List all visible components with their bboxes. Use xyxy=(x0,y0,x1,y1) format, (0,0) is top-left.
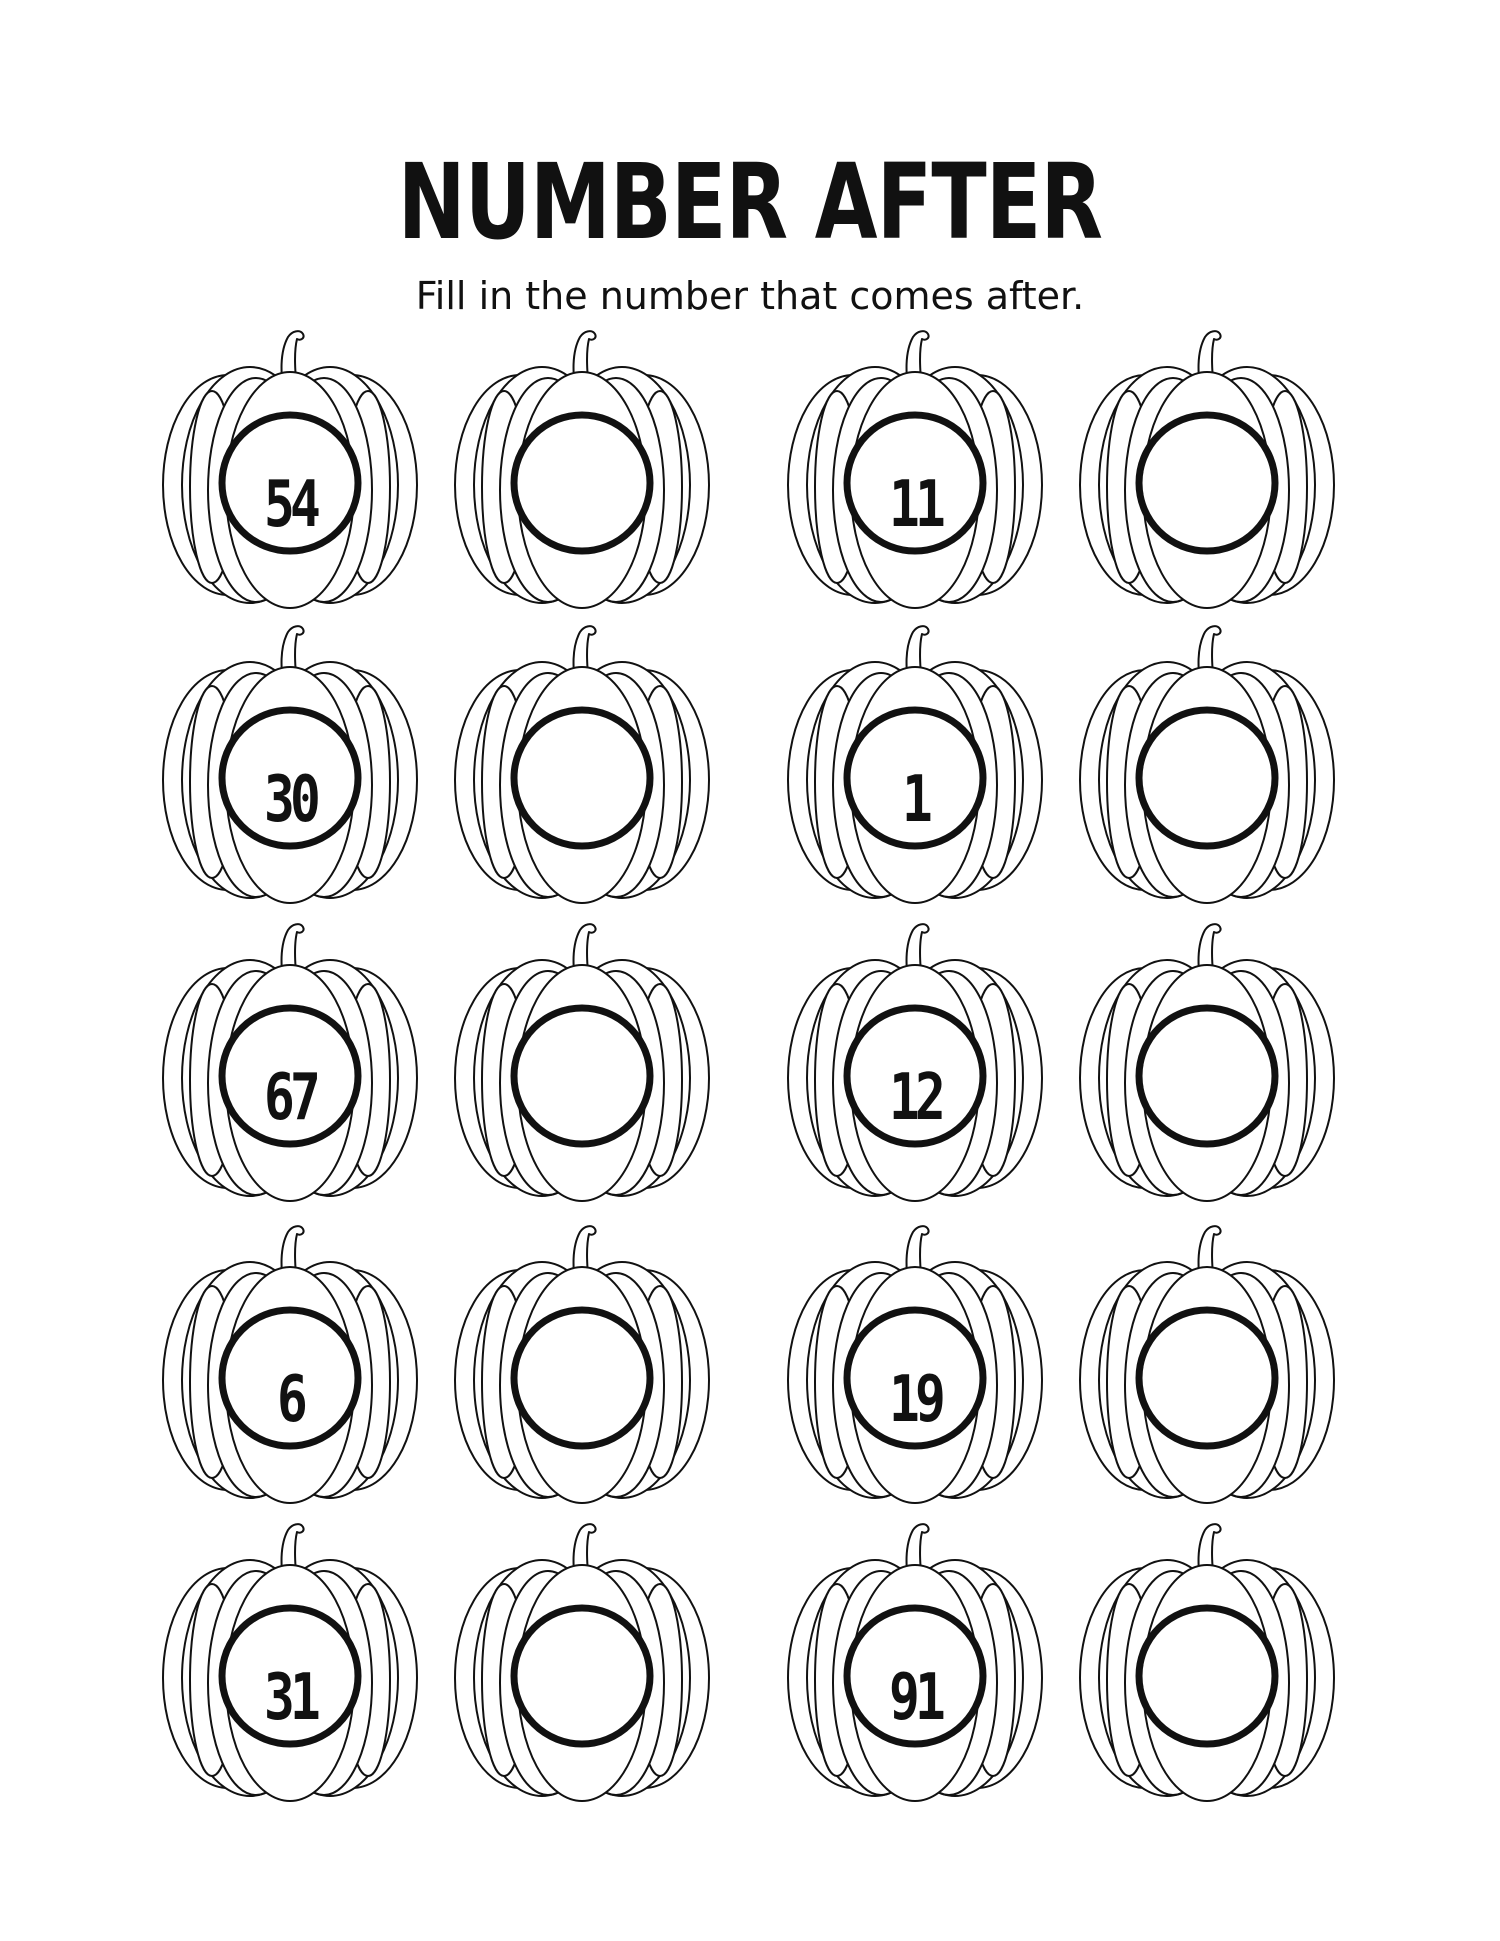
answer-pumpkin xyxy=(1077,1220,1337,1510)
answer-blank[interactable] xyxy=(452,1220,712,1510)
answer-pumpkin xyxy=(452,1220,712,1510)
given-pumpkin xyxy=(160,1518,420,1808)
given-pumpkin xyxy=(785,1220,1045,1510)
answer-blank[interactable] xyxy=(1077,620,1337,910)
answer-blank[interactable] xyxy=(1077,1220,1337,1510)
given-number: 12 xyxy=(888,1061,942,1135)
given-number: 30 xyxy=(263,763,317,837)
answer-pumpkin xyxy=(452,620,712,910)
answer-pumpkin xyxy=(1077,325,1337,615)
answer-blank[interactable] xyxy=(452,1518,712,1808)
given-number: 67 xyxy=(263,1061,317,1135)
answer-pumpkin xyxy=(452,1518,712,1808)
answer-blank[interactable] xyxy=(1077,918,1337,1208)
page-title: NUMBER AFTER xyxy=(397,141,1103,263)
given-pumpkin xyxy=(160,1220,420,1510)
given-number: 11 xyxy=(888,468,942,542)
given-pumpkin xyxy=(160,918,420,1208)
answer-blank[interactable] xyxy=(452,620,712,910)
answer-pumpkin xyxy=(452,325,712,615)
given-pumpkin xyxy=(785,325,1045,615)
answer-pumpkin xyxy=(1077,620,1337,910)
given-number: 6 xyxy=(276,1363,304,1437)
given-number: 31 xyxy=(263,1661,317,1735)
answer-blank[interactable] xyxy=(452,325,712,615)
given-pumpkin xyxy=(785,620,1045,910)
instructions: Fill in the number that comes after. xyxy=(415,274,1085,318)
given-pumpkin xyxy=(160,325,420,615)
answer-blank[interactable] xyxy=(1077,325,1337,615)
answer-blank[interactable] xyxy=(1077,1518,1337,1808)
given-pumpkin xyxy=(785,1518,1045,1808)
given-pumpkin xyxy=(160,620,420,910)
given-number: 19 xyxy=(888,1363,942,1437)
answer-pumpkin xyxy=(1077,1518,1337,1808)
given-number: 1 xyxy=(901,763,929,837)
answer-pumpkin xyxy=(1077,918,1337,1208)
given-pumpkin xyxy=(785,918,1045,1208)
given-number: 54 xyxy=(263,468,317,542)
answer-blank[interactable] xyxy=(452,918,712,1208)
answer-pumpkin xyxy=(452,918,712,1208)
given-number: 91 xyxy=(888,1661,942,1735)
